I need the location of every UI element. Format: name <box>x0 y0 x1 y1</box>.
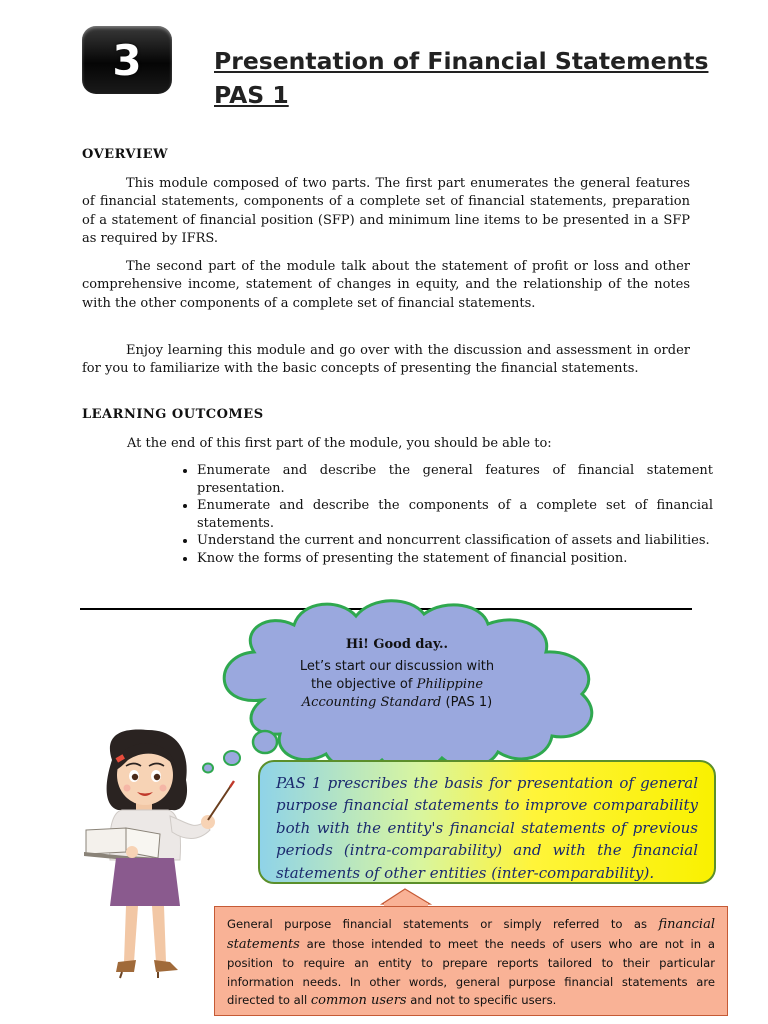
list-item: • Understand the current and noncurrent classification of assets and liabilities. <box>197 532 713 550</box>
title-line-1: Presentation of Financial Statements <box>214 47 709 75</box>
module-number: 3 <box>112 35 142 85</box>
callout-italic-2: common users <box>310 993 407 1009</box>
pas1-objective-box: PAS 1 prescribes the basis for presentation of general purpose financial statements to improve comparability both with the entity's financial statements of previous periods (intra-comparability) and with the financial statements of other entities (inter-comparability). <box>258 760 716 884</box>
overview-paragraph-3: Enjoy learning this module and go over with the discussion and assessment in order for you to familiarize with the basic concepts of presenting the financial statements. <box>82 343 690 377</box>
overview-paragraph-1: This module composed of two parts. The first part enumerates the general features of financial statements, components of a complete set of financial statements, preparation of a statement of financial position (SFP) and minimum line items to be presented in a SFP as required by IFRS. <box>82 176 690 247</box>
cloud-line-3 <box>290 694 504 712</box>
list-item: • Enumerate and describe the components of a complete set of financial statements. <box>197 497 713 532</box>
thought-cloud-text <box>290 636 504 712</box>
cloud-line-3-italic: Accounting Standard <box>301 695 442 710</box>
callout-pointer-icon <box>382 889 430 907</box>
cloud-line-1: Let’s start our discussion with <box>299 659 495 674</box>
title-line-2: PAS 1 <box>214 81 289 109</box>
callout-text-3: and not to specific users. <box>406 993 557 1008</box>
list-item: • Enumerate and describe the general features of financial statement presentation. <box>197 462 713 497</box>
cloud-line-2-prefix: the objective of <box>310 677 417 692</box>
learning-outcomes-heading: LEARNING OUTCOMES <box>82 407 264 422</box>
callout-text-2: are those intended to meet the needs of users who are not in a position to require an entity to prepare reports tailored to their particular information needs. In other words, general purpose financial statements are directed to all <box>227 936 715 1008</box>
cloud-line-3-suffix: (PAS 1) <box>441 695 493 710</box>
overview-heading: OVERVIEW <box>82 147 169 162</box>
callout-italic-1: financial statements <box>227 917 715 952</box>
definition-callout <box>214 906 728 1016</box>
list-item: • Know the forms of presenting the statement of financial position. <box>197 550 713 568</box>
cloud-greeting: Hi! Good day.. <box>345 637 449 652</box>
overview-paragraph-2: The second part of the module talk about the statement of profit or loss and other comprehensive income, statement of changes in equity, and the relationship of the notes with the other components of a complete set of financial statements. <box>82 259 690 311</box>
cloud-line-2 <box>290 676 504 694</box>
learning-outcomes-intro: At the end of this first part of the module, you should be able to: <box>127 436 552 451</box>
cloud-line-2-italic: Philippine <box>416 677 484 692</box>
callout-text-1: General purpose financial statements or simply referred to as <box>227 917 659 931</box>
